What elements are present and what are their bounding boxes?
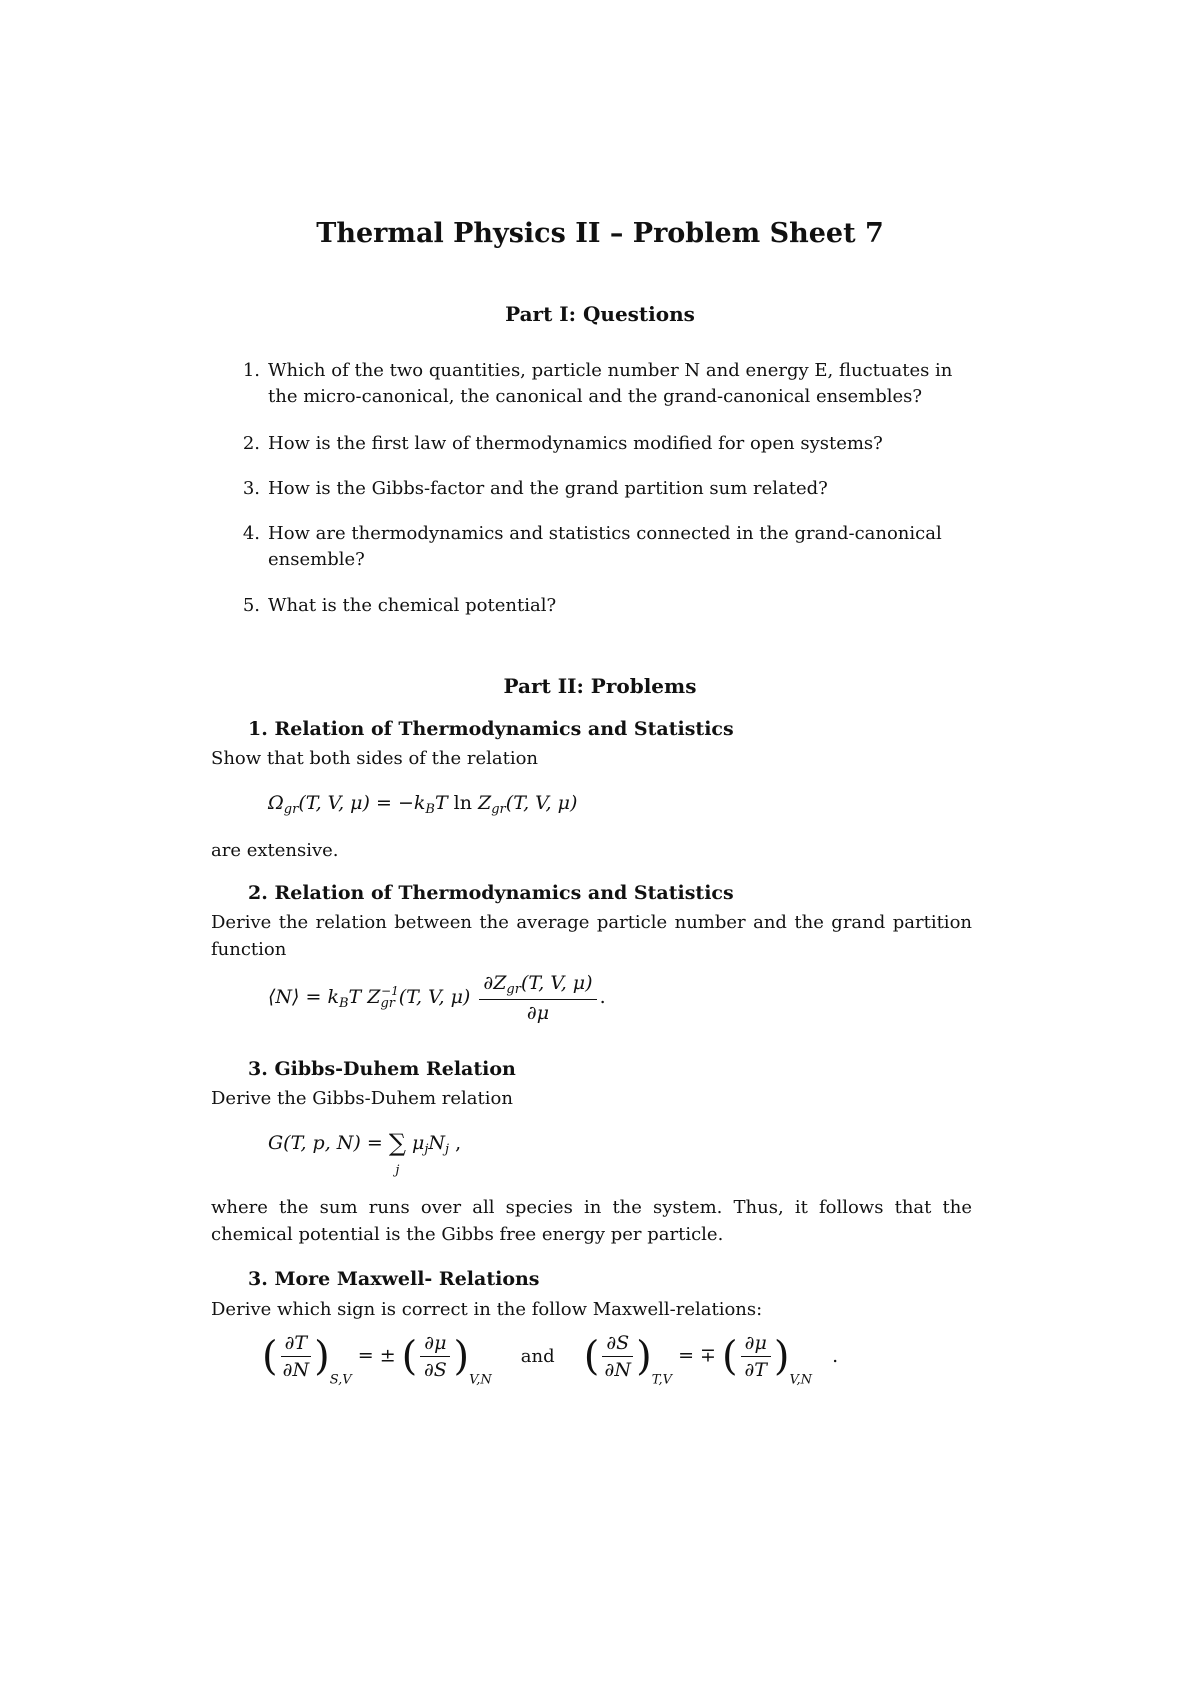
problem-1-intro: Show that both sides of the relation	[211, 748, 539, 769]
problem-1-title: 1. Relation of Thermodynamics and Statistics	[248, 718, 734, 740]
question-number: 1.	[242, 360, 260, 381]
problem-4-title: 3. More Maxwell- Relations	[248, 1268, 540, 1290]
grand-potential-equation: $\Omega_{gr}(T$, V, $\mu) = -k_BT$ $\ln Z_{gr}(T$, V, μ)	[268, 792, 578, 817]
question-number: 5.	[242, 595, 260, 616]
page-title: Thermal Physics II – Problem Sheet 7	[316, 218, 884, 249]
problem-3-after: where the sum runs over all species in the system. Thus, it follows that the chemical potential is the Gibbs free energy per particle.	[211, 1197, 972, 1245]
and-connector: and	[520, 1345, 555, 1367]
question-text: How is the Gibbs-factor and the grand partition sum related?	[268, 478, 828, 499]
gibbs-duhem-equation: G(T, p, N) = ∑ j $\mu_jN_j$ ,	[268, 1129, 462, 1178]
question-text: How are thermodynamics and statistics connected in the grand-canonical ensemble?	[268, 523, 942, 570]
question-text: What is the chemical potential?	[268, 595, 557, 616]
question-number: 3.	[242, 478, 260, 499]
problem-4-intro: Derive which sign is correct in the follow Maxwell-relations:	[211, 1299, 763, 1320]
question-text: How is the first law of thermodynamics modified for open systems?	[268, 433, 883, 454]
problem-2-intro: Derive the relation between the average particle number and the grand partition function	[211, 912, 972, 960]
maxwell-relations-equation: ( $\frac{\partial T}{\partial N}$ )$_{S,V}$ = ± ( $\frac{\partial\mu}{\partial S}$ )$_{V,N}and$ ( $\frac{\partial S}{\partial N}$ )$_{T,V}$ = ∓ ( $\frac{\partial\mu}{\partial T}$ )$_{V,N}$ .	[262, 1332, 839, 1388]
problem-1-after: are extensive.	[211, 840, 339, 861]
part-1-heading: Part I: Questions	[505, 302, 695, 326]
problem-3-intro: Derive the Gibbs-Duhem relation	[211, 1088, 513, 1109]
problem-2-title: 2. Relation of Thermodynamics and Statistics	[248, 882, 734, 904]
question-number: 4.	[242, 523, 260, 544]
problem-3-title: 3. Gibbs-Duhem Relation	[248, 1058, 516, 1080]
average-particle-number-equation: ⟨N⟩ = $k_BT$ $Z_{gr}^{-1}(T$, V, μ) $\frac{\partial Z_{gr}(T, V, \mu)}{\partial\mu}$ .	[268, 972, 606, 1024]
part-2-heading: Part II: Problems	[503, 674, 697, 698]
question-text: Which of the two quantities, particle number N and energy E, fluctuates in the micro-canonical, the canonical and the grand-canonical ensembles?	[268, 360, 953, 407]
question-number: 2.	[242, 433, 260, 454]
